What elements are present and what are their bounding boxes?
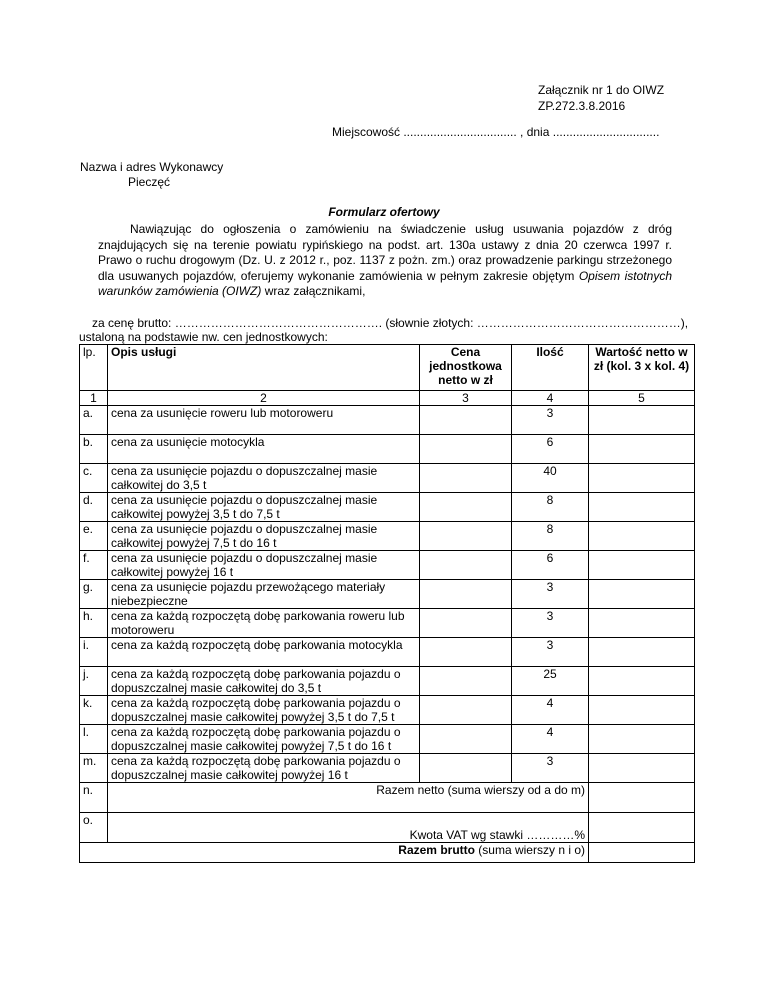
table-row: [80, 522, 695, 551]
col-number-5: 5: [589, 391, 695, 406]
table-row: [80, 435, 695, 464]
table-row: [80, 609, 695, 638]
gross-total-row: [80, 843, 695, 863]
contractor-name-label: Nazwa i adres Wykonawcy: [80, 160, 224, 174]
form-title: Formularz ofertowy: [328, 205, 440, 219]
row-price-cell[interactable]: [420, 493, 512, 522]
row-lp: b.: [80, 435, 108, 464]
row-lp: l.: [80, 725, 108, 754]
vat-lp: o.: [80, 813, 108, 843]
stamp-label: Pieczęć: [128, 175, 171, 189]
table-row: [80, 464, 695, 493]
price-line: za cenę brutto: ……………………………………………. (słownie złotych: ……………………………………………),: [92, 316, 689, 330]
row-value-cell[interactable]: [589, 696, 695, 725]
table-row: [80, 551, 695, 580]
col-number-3: 3: [420, 391, 512, 406]
row-lp: g.: [80, 580, 108, 609]
row-value-cell[interactable]: [589, 493, 695, 522]
row-price-cell[interactable]: [420, 435, 512, 464]
intro-part1: Nawiązując do ogłoszenia o zamówieniu na świadczenie usług usuwania pojazdów z dróg znajdujących się na terenie powiatu rypińskiego na podst. art. 130a ustawy z dnia 20 czerwca 1997 r. Prawo o ruchu drogowym (Dz. U. z 2012 r., poz. 1137 z pożn. zm.) oraz prowadzenie parkingu strzeżonego dla usuwanych pojazdów, oferujemy wykonanie zamówienia w pełnym zakresie objętym: [98, 222, 672, 283]
row-qty: 25: [512, 667, 589, 696]
vat-value-cell[interactable]: [589, 813, 695, 843]
row-qty: 4: [512, 696, 589, 725]
row-value-cell[interactable]: [589, 406, 695, 435]
row-desc: cena za każdą rozpoczętą dobę parkowania pojazdu o dopuszczalnej masie całkowitej powyżej 16 t: [108, 754, 420, 783]
row-price-cell[interactable]: [420, 696, 512, 725]
row-qty: 3: [512, 638, 589, 667]
net-total-row: [80, 783, 695, 813]
row-value-cell[interactable]: [589, 638, 695, 667]
row-qty: 3: [512, 609, 589, 638]
reference-number: ZP.272.3.8.2016: [538, 99, 626, 113]
row-price-cell[interactable]: [420, 406, 512, 435]
col-number-4: 4: [512, 391, 589, 406]
basis-line: ustaloną na podstawie nw. cen jednostkowych:: [79, 330, 328, 344]
intro-paragraph: [98, 222, 672, 300]
row-price-cell[interactable]: [420, 580, 512, 609]
row-price-cell[interactable]: [420, 638, 512, 667]
row-desc: cena za usunięcie pojazdu o dopuszczalnej masie całkowitej powyżej 16 t: [108, 551, 420, 580]
vat-row: [80, 813, 695, 843]
row-lp: h.: [80, 609, 108, 638]
intro-italic: Opisem istotnych warunków zamówienia (OIWZ): [98, 268, 672, 298]
header-qty: Ilość: [512, 345, 589, 391]
row-qty: 3: [512, 406, 589, 435]
row-price-cell[interactable]: [420, 754, 512, 783]
table-row: [80, 580, 695, 609]
vat-label: Kwota VAT wg stawki …………%: [108, 813, 589, 843]
row-qty: 4: [512, 725, 589, 754]
row-qty: 3: [512, 754, 589, 783]
row-desc: cena za każdą rozpoczętą dobę parkowania pojazdu o dopuszczalnej masie całkowitej powyżej 3,5 t do 7,5 t: [108, 696, 420, 725]
row-desc: cena za każdą rozpoczętą dobę parkowania motocykla: [108, 638, 420, 667]
row-desc: cena za usunięcie pojazdu o dopuszczalnej masie całkowitej powyżej 3,5 t do 7,5 t: [108, 493, 420, 522]
row-price-cell[interactable]: [420, 609, 512, 638]
row-desc: cena za usunięcie roweru lub motoroweru: [108, 406, 420, 435]
row-lp: i.: [80, 638, 108, 667]
gross-total-label: [80, 843, 589, 863]
table-row: [80, 493, 695, 522]
row-qty: 6: [512, 551, 589, 580]
gross-total-value-cell[interactable]: [589, 843, 695, 863]
row-qty: 6: [512, 435, 589, 464]
table-row: [80, 696, 695, 725]
row-value-cell[interactable]: [589, 725, 695, 754]
row-value-cell[interactable]: [589, 609, 695, 638]
net-total-value-cell[interactable]: [589, 783, 695, 813]
table-header-row: [80, 345, 695, 391]
row-value-cell[interactable]: [589, 551, 695, 580]
net-total-label: Razem netto (suma wierszy od a do m): [108, 783, 589, 813]
header-unit-price: Cena jednostkowa netto w zł: [420, 345, 512, 391]
row-value-cell[interactable]: [589, 522, 695, 551]
row-lp: k.: [80, 696, 108, 725]
row-desc: cena za każdą rozpoczętą dobę parkowania roweru lub motoroweru: [108, 609, 420, 638]
column-numbers-row: [80, 391, 695, 406]
table-row: [80, 754, 695, 783]
row-price-cell[interactable]: [420, 725, 512, 754]
row-value-cell[interactable]: [589, 435, 695, 464]
row-value-cell[interactable]: [589, 464, 695, 493]
header-lp: lp.: [80, 345, 108, 391]
row-qty: 8: [512, 493, 589, 522]
row-desc: cena za usunięcie pojazdu o dopuszczalnej masie całkowitej do 3,5 t: [108, 464, 420, 493]
row-desc: cena za usunięcie pojazdu przewożącego materiały niebezpieczne: [108, 580, 420, 609]
row-lp: a.: [80, 406, 108, 435]
row-desc: cena za każdą rozpoczętą dobę parkowania pojazdu o dopuszczalnej masie całkowitej do 3,5 t: [108, 667, 420, 696]
row-lp: d.: [80, 493, 108, 522]
row-desc: cena za każdą rozpoczętą dobę parkowania pojazdu o dopuszczalnej masie całkowitej powyżej 7,5 t do 16 t: [108, 725, 420, 754]
header-net-value: Wartość netto w zł (kol. 3 x kol. 4): [589, 345, 695, 391]
col-number-2: 2: [108, 391, 420, 406]
table-row: [80, 725, 695, 754]
offer-table: [79, 344, 695, 863]
row-lp: m.: [80, 754, 108, 783]
row-lp: c.: [80, 464, 108, 493]
row-qty: 3: [512, 580, 589, 609]
net-total-lp: n.: [80, 783, 108, 813]
row-qty: 8: [512, 522, 589, 551]
row-desc: cena za usunięcie pojazdu o dopuszczalnej masie całkowitej powyżej 7,5 t do 16 t: [108, 522, 420, 551]
row-value-cell[interactable]: [589, 580, 695, 609]
row-price-cell[interactable]: [420, 551, 512, 580]
gross-total-label-rest: (suma wierszy n i o): [474, 843, 585, 857]
table-row: [80, 638, 695, 667]
row-desc: cena za usunięcie motocykla: [108, 435, 420, 464]
row-value-cell[interactable]: [589, 667, 695, 696]
row-price-cell[interactable]: [420, 522, 512, 551]
table-row: [80, 406, 695, 435]
row-price-cell[interactable]: [420, 667, 512, 696]
row-price-cell[interactable]: [420, 464, 512, 493]
intro-part2: wraz załącznikami,: [261, 284, 366, 298]
col-number-1: 1: [80, 391, 108, 406]
header-service: Opis usługi: [108, 345, 420, 391]
row-lp: f.: [80, 551, 108, 580]
table-row: [80, 667, 695, 696]
gross-total-label-bold: Razem brutto: [398, 843, 475, 857]
row-lp: j.: [80, 667, 108, 696]
place-date-line: Miejscowość .................................. , dnia ................................: [332, 125, 660, 139]
attachment-label: Załącznik nr 1 do OIWZ: [538, 83, 665, 97]
row-value-cell[interactable]: [589, 754, 695, 783]
row-lp: e.: [80, 522, 108, 551]
row-qty: 40: [512, 464, 589, 493]
